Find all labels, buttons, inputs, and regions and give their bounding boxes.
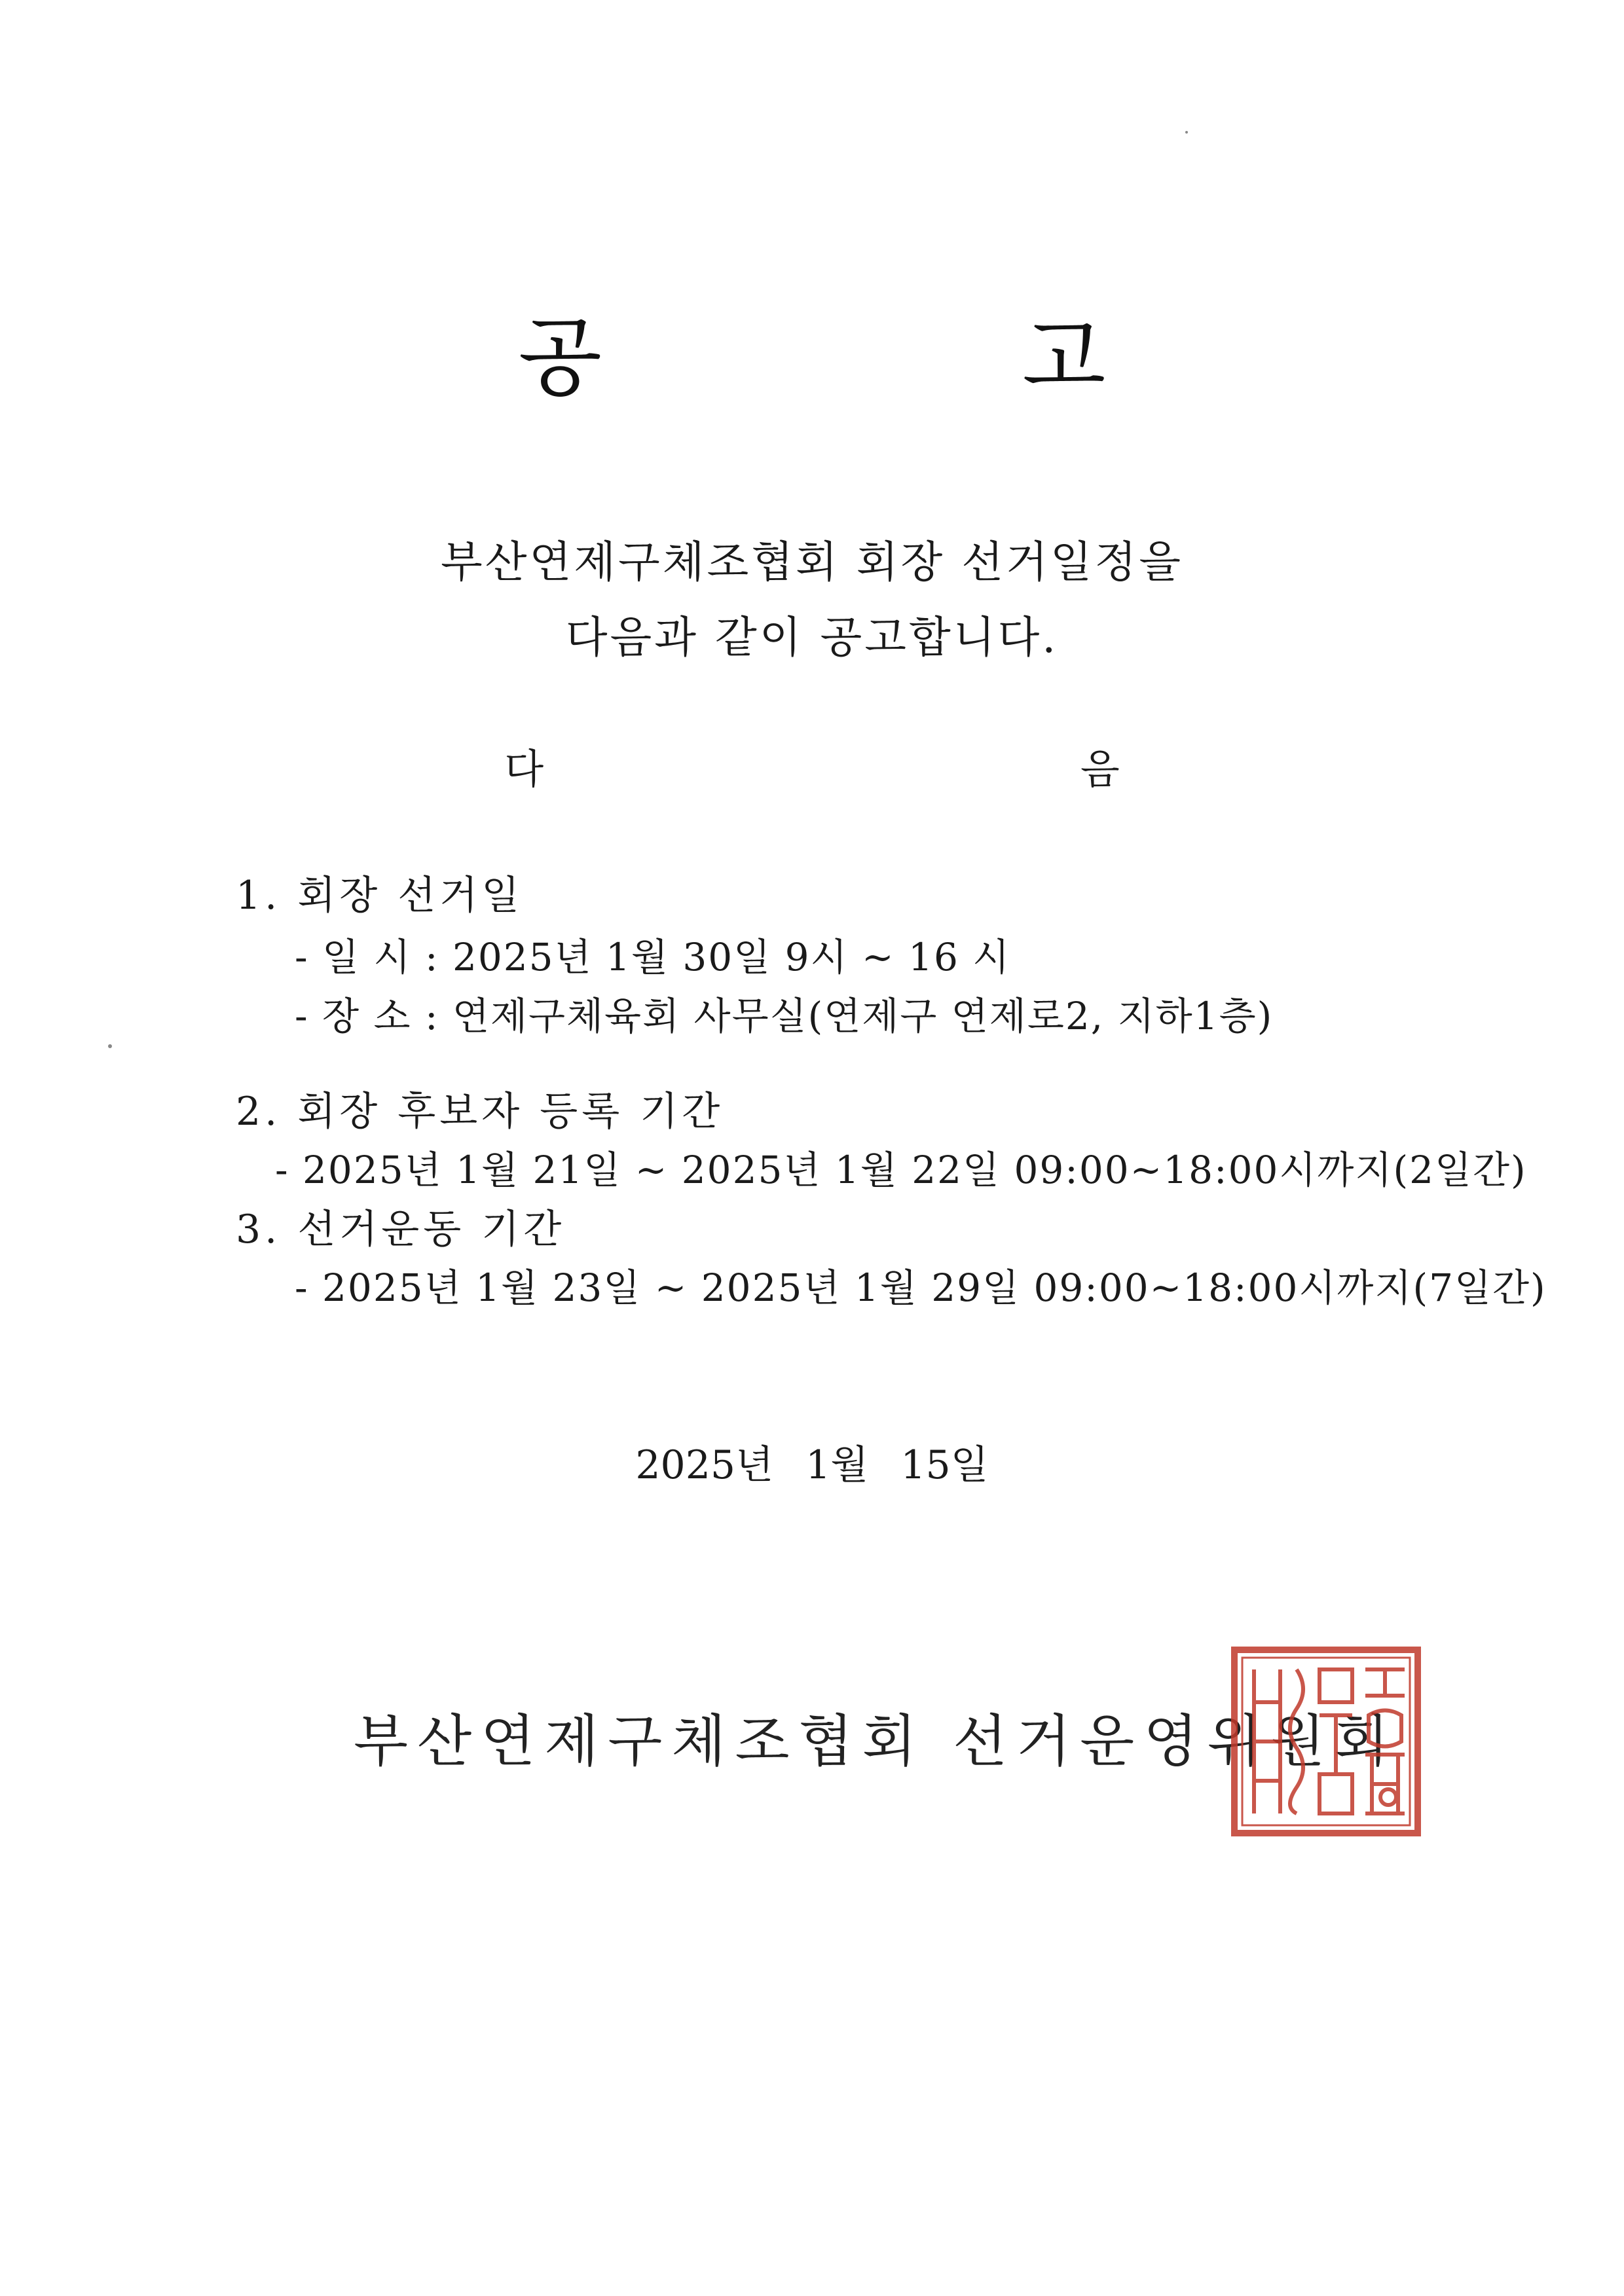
section-2-line-1: - 2025년 1월 21일 ~ 2025년 1월 22일 09:00~18:00시까지(2일간) bbox=[275, 1148, 1527, 1192]
section-3-line-1: - 2025년 1월 23일 ~ 2025년 1월 29일 09:00~18:00시까지(7일간) bbox=[295, 1266, 1547, 1310]
section-1-line-2: - 장 소 : 연제구체육회 사무실(연제구 연제로2, 지하1층) bbox=[295, 994, 1274, 1038]
notice-date: 2025년 1월 15일 bbox=[635, 1442, 989, 1488]
signature-line: 부산연제구체조협회 선거운영위원회 bbox=[354, 1709, 1398, 1774]
section-3-title: 3. 선거운동 기간 bbox=[236, 1207, 566, 1252]
section-1-title: 1. 회장 선거일 bbox=[236, 873, 524, 919]
scan-speck bbox=[108, 1044, 112, 1048]
scan-speck bbox=[1185, 131, 1188, 134]
section-1-line-1: - 일 시 : 2025년 1월 30일 9시 ~ 16 시 bbox=[295, 935, 1011, 979]
section-2-title: 2. 회장 후보자 등록 기간 bbox=[236, 1089, 724, 1135]
details-heading: 다 음 bbox=[504, 745, 1382, 793]
notice-title: 공 고 bbox=[518, 308, 1302, 409]
intro-line-2: 다음과 같이 공고합니다. bbox=[565, 612, 1059, 663]
intro-line-1: 부산연제구체조협회 회장 선거일정을 bbox=[440, 537, 1184, 587]
official-seal-icon bbox=[1228, 1643, 1424, 1840]
